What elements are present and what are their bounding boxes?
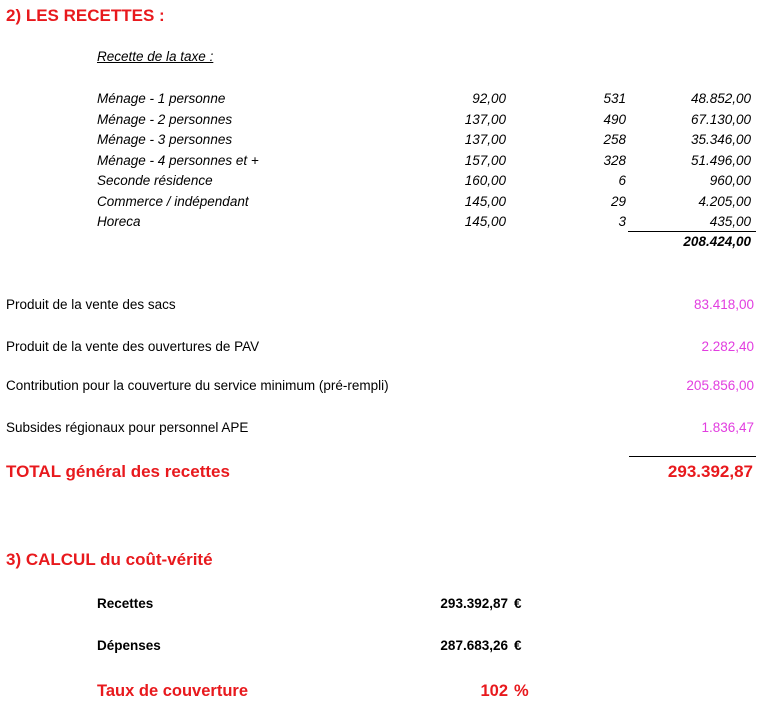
tax-row-count: 328 <box>603 153 626 168</box>
tax-row-amount: 48.852,00 <box>690 91 751 106</box>
tax-row-count: 258 <box>603 132 626 147</box>
income-value-contribution: 205.856,00 <box>686 378 754 393</box>
section-2-title: 2) LES RECETTES : <box>6 6 165 25</box>
total-value: 293.392,87 <box>667 462 753 481</box>
recettes-label: Recettes <box>97 596 154 611</box>
taux-label: Taux de couverture <box>97 682 248 700</box>
section-3-title: 3) CALCUL du coût-vérité <box>6 550 213 569</box>
subtotal-rule <box>628 231 756 232</box>
tax-row-count: 490 <box>603 112 626 127</box>
tax-row-count: 6 <box>618 173 626 188</box>
tax-row-label: Ménage - 2 personnes <box>97 112 233 127</box>
tax-subtitle: Recette de la taxe : <box>97 49 214 64</box>
taux-unit: % <box>514 682 529 700</box>
tax-row-rate: 145,00 <box>464 194 506 209</box>
tax-row-label: Ménage - 4 personnes et + <box>97 153 259 168</box>
tax-row-rate: 145,00 <box>464 214 506 229</box>
tax-row-label: Commerce / indépendant <box>97 194 249 209</box>
income-label-pav: Produit de la vente des ouvertures de PAV <box>6 339 260 354</box>
recettes-value: 293.392,87 <box>440 596 508 611</box>
tax-row-amount: 435,00 <box>709 214 751 229</box>
tax-row-amount: 960,00 <box>709 173 751 188</box>
subtotal-value: 208.424,00 <box>683 234 751 249</box>
tax-row-count: 531 <box>603 91 626 106</box>
tax-row-rate: 160,00 <box>464 173 506 188</box>
income-label-sacs: Produit de la vente des sacs <box>6 297 176 312</box>
total-label: TOTAL général des recettes <box>6 462 230 481</box>
tax-row-label: Ménage - 1 personne <box>97 91 226 106</box>
tax-row-amount: 4.205,00 <box>698 194 751 209</box>
tax-row-label: Horeca <box>97 214 141 229</box>
income-value-subsides: 1.836,47 <box>701 420 754 435</box>
income-label-contribution: Contribution pour la couverture du service minimum (pré-rempli) <box>6 378 389 393</box>
tax-row-label: Seconde résidence <box>97 173 213 188</box>
depenses-value: 287.683,26 <box>440 638 508 653</box>
tax-row-count: 29 <box>610 194 626 209</box>
tax-row-rate: 157,00 <box>464 153 506 168</box>
income-value-pav: 2.282,40 <box>701 339 754 354</box>
income-value-sacs: 83.418,00 <box>693 297 754 312</box>
tax-row-amount: 67.130,00 <box>690 112 751 127</box>
total-rule <box>629 456 756 457</box>
tax-row-rate: 137,00 <box>464 112 506 127</box>
recettes-currency: € <box>514 596 522 611</box>
taux-value: 102 <box>480 682 508 700</box>
tax-row-rate: 137,00 <box>464 132 506 147</box>
depenses-currency: € <box>514 638 522 653</box>
depenses-label: Dépenses <box>97 638 161 653</box>
income-label-subsides: Subsides régionaux pour personnel APE <box>6 420 249 435</box>
tax-row-amount: 51.496,00 <box>690 153 751 168</box>
tax-row-label: Ménage - 3 personnes <box>97 132 233 147</box>
tax-row-rate: 92,00 <box>472 91 506 106</box>
tax-row-count: 3 <box>618 214 626 229</box>
tax-row-amount: 35.346,00 <box>690 132 751 147</box>
